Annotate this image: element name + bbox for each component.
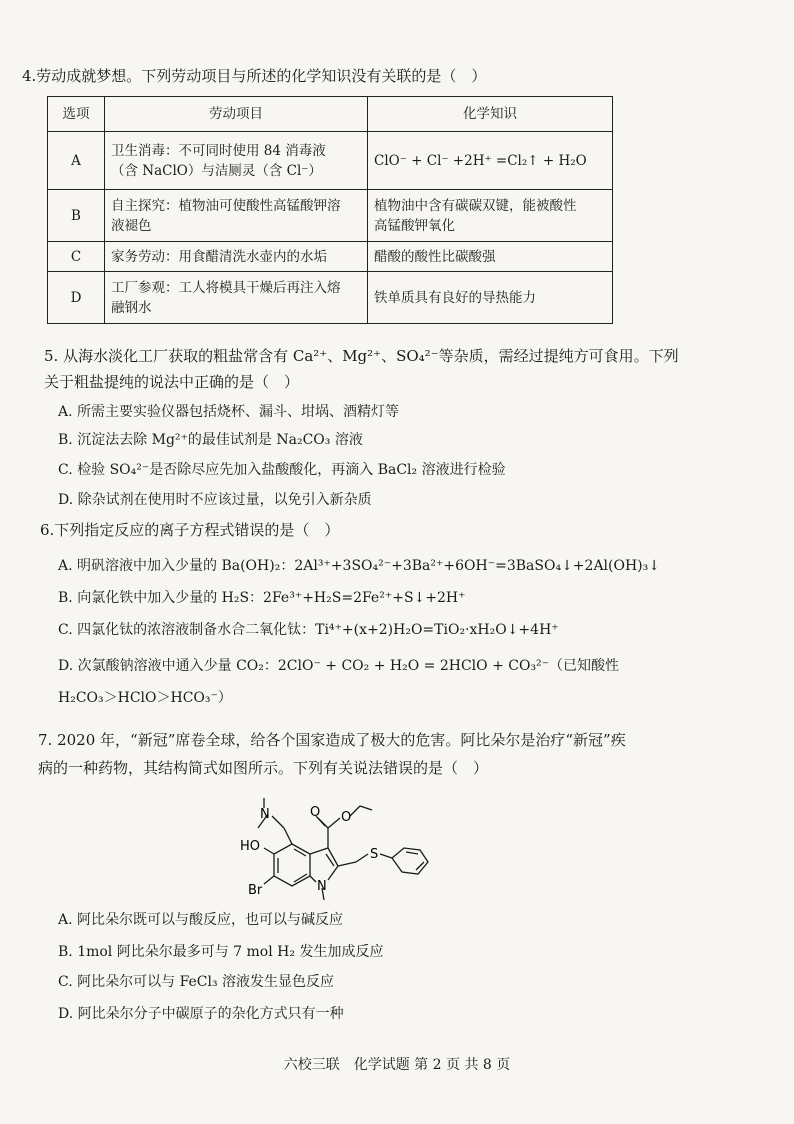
header-option: 选项 bbox=[48, 97, 105, 132]
q6-option-a: A. 明矾溶液中加入少量的 Ba(OH)₂：2Al³⁺+3SO₄²⁻+3Ba²⁺+6OH⁻=3BaSO₄↓+2Al(OH)₃↓ bbox=[58, 558, 660, 574]
chem-line: 植物油中含有碳碳双键，能被酸性 bbox=[374, 197, 577, 214]
row-chem bbox=[368, 242, 613, 272]
q5-option-c: C. 检验 SO₄²⁻是否除尽应先加入盐酸酸化，再滴入 BaCl₂ 溶液进行检验 bbox=[58, 462, 506, 478]
row-option: D bbox=[48, 272, 105, 324]
row-labor bbox=[105, 242, 368, 272]
row-option: B bbox=[48, 190, 105, 242]
q6-option-d-line2: H₂CO₃＞HClO＞HCO₃⁻） bbox=[58, 690, 232, 706]
arbidol-structure bbox=[240, 796, 450, 900]
q7-stem-line1: 7. 2020 年，“新冠”席卷全球，给各个国家造成了极大的危害。阿比朵尔是治疗“新冠”疾 bbox=[38, 731, 626, 749]
row-chem bbox=[368, 272, 613, 324]
row-option: C bbox=[48, 242, 105, 272]
s-label: S bbox=[370, 847, 379, 862]
n-ring-label: N bbox=[317, 879, 327, 894]
table-header-row bbox=[48, 97, 613, 132]
q7-option-c: C. 阿比朵尔可以与 FeCl₃ 溶液发生显色反应 bbox=[58, 974, 335, 990]
ho-label: HO bbox=[240, 839, 261, 854]
row-labor bbox=[105, 190, 368, 242]
q5-option-b: B. 沉淀法去除 Mg²⁺的最佳试剂是 Na₂CO₃ 溶液 bbox=[58, 432, 363, 448]
row-chem bbox=[368, 190, 613, 242]
q7-stem-line2: 病的一种药物，其结构简式如图所示。下列有关说法错误的是（ ） bbox=[38, 759, 489, 777]
labor-line: 自主探究：植物油可使酸性高锰酸钾溶 bbox=[111, 197, 341, 214]
table-row bbox=[48, 132, 613, 190]
q6-option-c: C. 四氯化钛的浓溶液制备水合二氧化钛：Ti⁴⁺+(x+2)H₂O=TiO₂·xH₂O↓+4H⁺ bbox=[58, 622, 559, 638]
n-top-label: N bbox=[260, 807, 270, 822]
table-row bbox=[48, 190, 613, 242]
o-ester-label-2: O bbox=[341, 810, 352, 825]
q5-option-d: D. 除杂试剂在使用时不应该过量，以免引入新杂质 bbox=[58, 492, 372, 508]
br-label: Br bbox=[248, 883, 263, 898]
chem-line: 醋酸的酸性比碳酸强 bbox=[374, 248, 496, 265]
row-chem bbox=[368, 132, 613, 190]
header-labor: 劳动项目 bbox=[105, 97, 368, 132]
q4-table bbox=[47, 96, 613, 324]
q4-stem: 4.劳动成就梦想。下列劳动项目与所述的化学知识没有关联的是（ ） bbox=[22, 67, 487, 85]
labor-line: 家务劳动：用食醋清洗水壶内的水垢 bbox=[111, 248, 327, 265]
table-row bbox=[48, 242, 613, 272]
q6-option-b: B. 向氯化铁中加入少量的 H₂S：2Fe³⁺+H₂S=2Fe²⁺+S↓+2H⁺ bbox=[58, 590, 466, 606]
labor-line: （含 NaClO）与洁厕灵（含 Cl⁻） bbox=[111, 162, 322, 179]
q7-option-b: B. 1mol 阿比朵尔最多可与 7 mol H₂ 发生加成反应 bbox=[58, 944, 384, 960]
q6-stem: 6.下列指定反应的离子方程式错误的是（ ） bbox=[40, 521, 340, 539]
chem-line: ClO⁻ + Cl⁻ +2H⁺ =Cl₂↑ + H₂O bbox=[374, 152, 587, 169]
o-ester-label-1: O bbox=[310, 805, 321, 820]
q6-option-d: D. 次氯酸钠溶液中通入少量 CO₂：2ClO⁻ + CO₂ + H₂O = 2HClO + CO₃²⁻（已知酸性 bbox=[58, 658, 620, 674]
chem-line: 高锰酸钾氧化 bbox=[374, 217, 455, 234]
q7-option-d: D. 阿比朵尔分子中碳原子的杂化方式只有一种 bbox=[58, 1006, 344, 1022]
row-option: A bbox=[48, 132, 105, 190]
q7-option-a: A. 阿比朵尔既可以与酸反应，也可以与碱反应 bbox=[58, 912, 344, 928]
page-footer: 六校三联 化学试题 第 2 页 共 8 页 bbox=[283, 1057, 511, 1073]
q5-stem-line2: 关于粗盐提纯的说法中正确的是（ ） bbox=[44, 373, 300, 391]
q5-option-a: A. 所需主要实验仪器包括烧杯、漏斗、坩埚、酒精灯等 bbox=[58, 404, 400, 420]
row-labor bbox=[105, 132, 368, 190]
header-chem: 化学知识 bbox=[368, 97, 613, 132]
q5-stem-line1: 5. 从海水淡化工厂获取的粗盐常含有 Ca²⁺、Mg²⁺、SO₄²⁻等杂质，需经过提纯方可食用。下列 bbox=[44, 347, 679, 365]
chem-line: 铁单质具有良好的导热能力 bbox=[374, 289, 536, 306]
labor-line: 融钢水 bbox=[111, 299, 152, 316]
row-labor bbox=[105, 272, 368, 324]
table-row bbox=[48, 272, 613, 324]
labor-line: 液褪色 bbox=[111, 217, 152, 234]
labor-line: 工厂参观：工人将模具干燥后再注入熔 bbox=[111, 279, 341, 296]
labor-line: 卫生消毒：不可同时使用 84 消毒液 bbox=[111, 142, 326, 159]
